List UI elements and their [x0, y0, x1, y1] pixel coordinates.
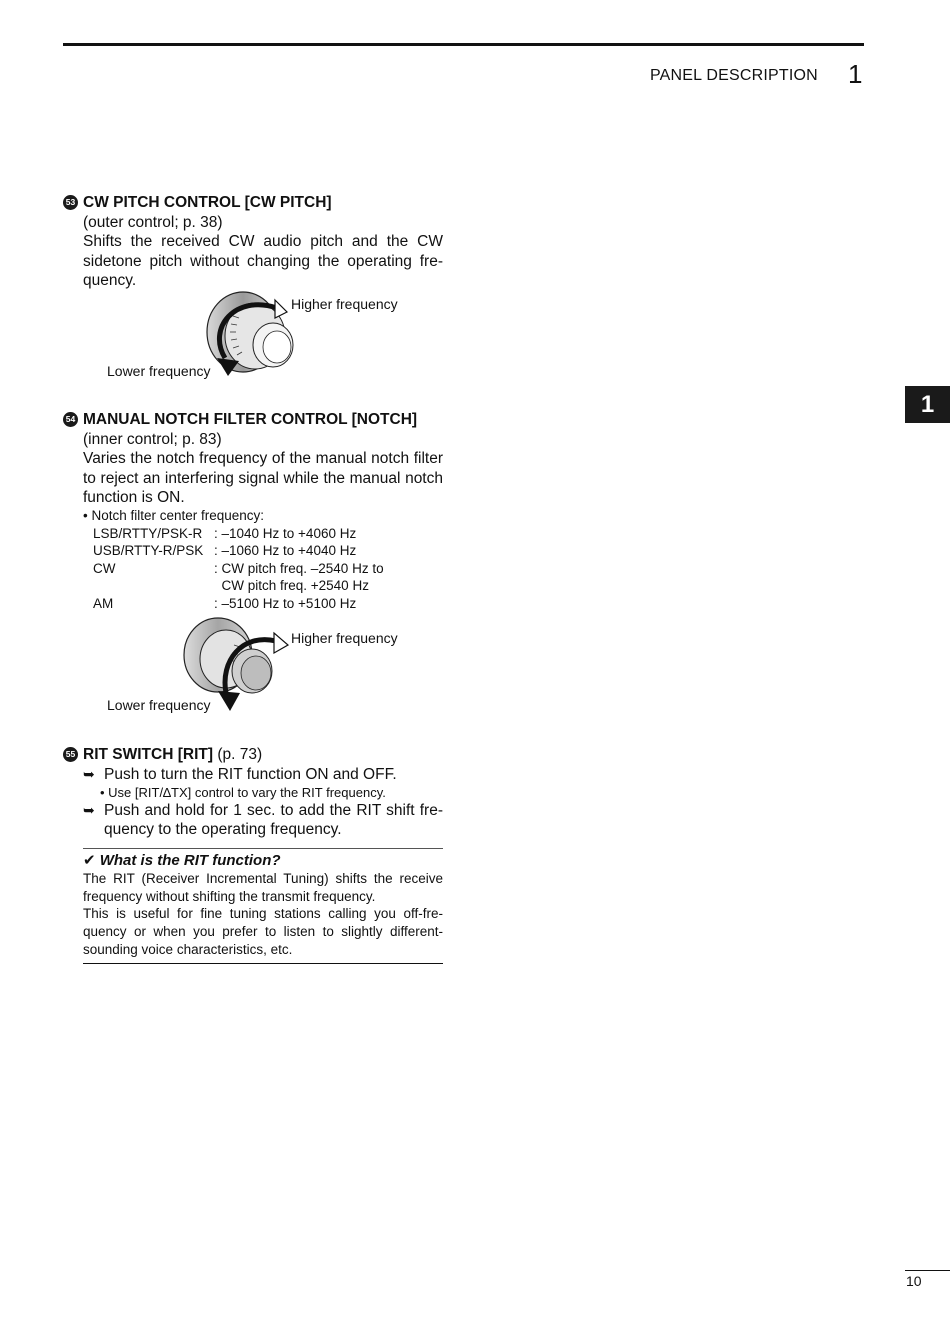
cw-pitch-description: Shifts the received CW audio pitch and the CW sidetone pitch without changing the operating fre-quency.	[83, 233, 443, 289]
cw-pitch-lower-label: Lower frequency	[107, 363, 211, 379]
table-row: AM : –5100 Hz to +5100 Hz	[93, 595, 357, 611]
chapter-side-tab: 1	[905, 386, 950, 423]
cw-pitch-higher-label: Higher frequency	[291, 296, 398, 312]
page-number: 10	[906, 1273, 922, 1289]
notch-description: Varies the notch frequency of the manual notch filter to reject an interfering signal while the manual notch function is ON.	[83, 450, 443, 506]
notch-frequency-table	[63, 525, 443, 613]
list-item: ➥ Push to turn the RIT function ON and OFF.	[83, 766, 397, 783]
rit-info-box	[83, 848, 443, 964]
arrow-icon: ➥	[83, 766, 95, 782]
cw-pitch-title: CW PITCH CONTROL [CW PITCH]	[83, 194, 332, 211]
top-rule	[63, 43, 864, 46]
section-title	[63, 745, 443, 765]
item-number-badge: 55	[63, 747, 78, 762]
section-title	[63, 193, 443, 213]
header-title: PANEL DESCRIPTION	[650, 67, 818, 84]
note-paragraph-2: This is useful for fine tuning stations calling you off-fre-quency or when you prefer to listen to slightly different-sounding voice characteristics, etc.	[83, 906, 443, 957]
table-row: CW : CW pitch freq. –2540 Hz to	[93, 560, 384, 576]
table-row: LSB/RTTY/PSK-R : –1040 Hz to +4060 Hz	[93, 525, 357, 541]
section-title	[63, 410, 443, 430]
rit-title: RIT SWITCH [RIT]	[83, 746, 214, 763]
arrow-icon: ➥	[83, 802, 95, 818]
rit-page-ref: (p. 73)	[217, 746, 263, 763]
item-number-badge: 53	[63, 195, 78, 210]
cw-pitch-knob-illustration	[195, 288, 305, 380]
note-paragraph-1: The RIT (Receiver Incremental Tuning) shifts the receive frequency without shifting the transmit frequency.	[83, 871, 443, 904]
section-notch	[63, 410, 443, 612]
notch-bullet: • Notch filter center frequency:	[83, 508, 265, 524]
notch-higher-label: Higher frequency	[291, 630, 398, 646]
notch-title: MANUAL NOTCH FILTER CONTROL [NOTCH]	[83, 411, 418, 428]
list-item: ➥ Push and hold for 1 sec. to add the RIT shift fre-quency to the operating frequency.	[83, 802, 443, 838]
rit-sub-bullet: • Use [RIT/∆TX] control to vary the RIT frequency.	[100, 785, 386, 800]
section-cw-pitch	[63, 193, 443, 290]
notch-lower-label: Lower frequency	[107, 697, 211, 713]
footer-rule	[905, 1270, 950, 1271]
item-number-badge: 54	[63, 412, 78, 427]
chapter-number: 1	[848, 59, 863, 89]
table-row: CW pitch freq. +2540 Hz	[214, 578, 369, 594]
cw-pitch-subtitle: (outer control; p. 38)	[83, 214, 223, 231]
note-title: ✔ What is the RIT function?	[83, 852, 281, 869]
notch-subtitle: (inner control; p. 83)	[83, 431, 222, 448]
section-rit	[63, 745, 443, 839]
table-row: USB/RTTY-R/PSK : –1060 Hz to +4040 Hz	[93, 543, 357, 559]
